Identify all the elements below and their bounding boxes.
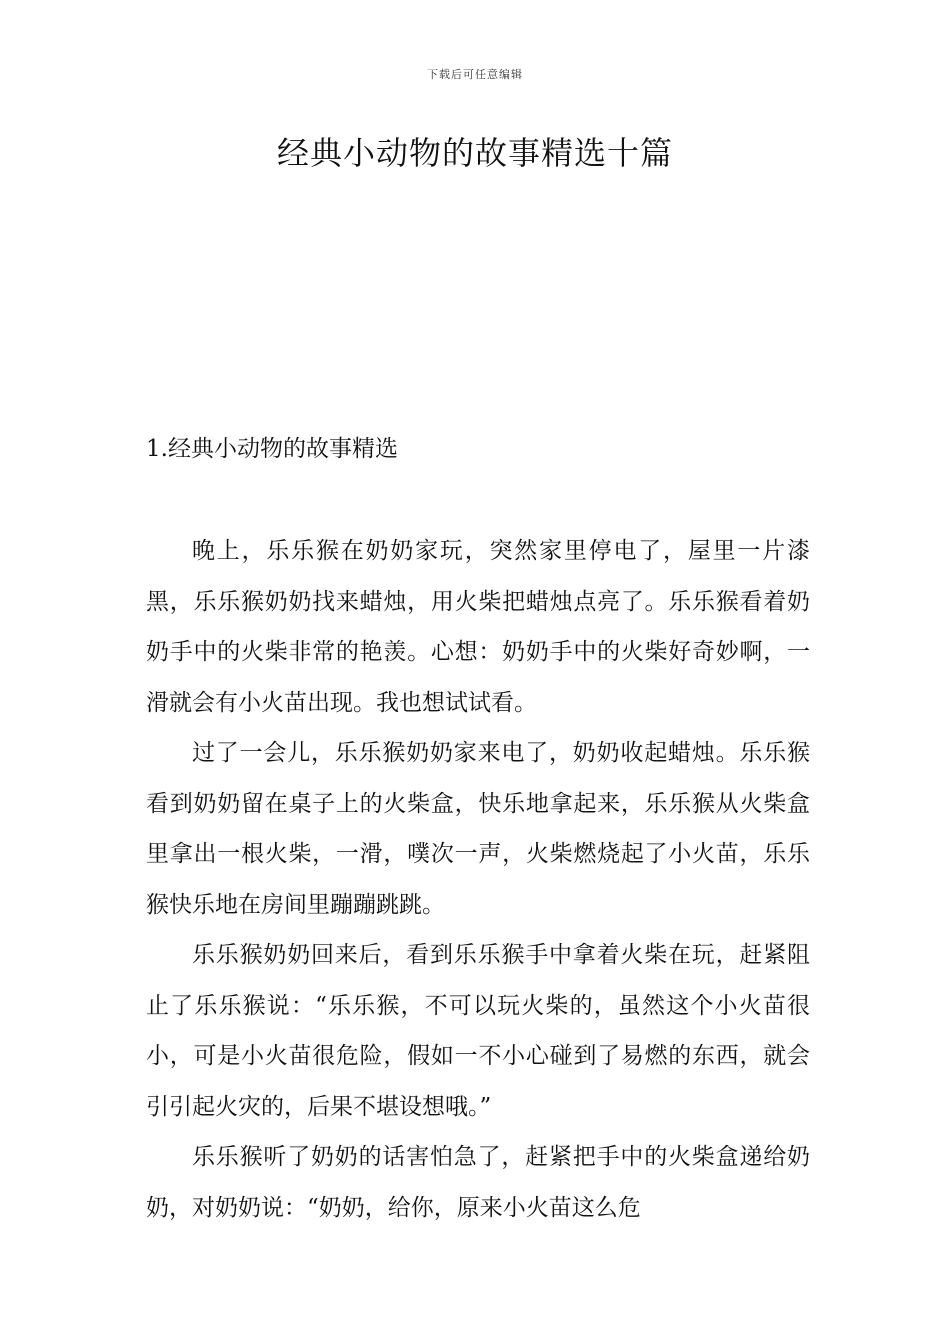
paragraph: 乐乐猴奶奶回来后，看到乐乐猴手中拿着火柴在玩，赶紧阻止了乐乐猴说：“乐乐猴，不可以玩火柴的，虽然这个小火苗很小，可是小火苗很危险，假如一不小心碰到了易燃的东西，就会引引起火灾的，后果不堪设想哦。” [146,942,810,1120]
document-body [146,526,810,1233]
paragraph: 过了一会儿，乐乐猴奶奶家来电了，奶奶收起蜡烛。乐乐猴看到奶奶留在桌子上的火柴盒，快乐地拿起来，乐乐猴从火柴盒里拿出一根火柴，一滑，噗次一声，火柴燃烧起了小火苗，乐乐猴快乐地在房间里蹦蹦跳跳。 [146,740,810,918]
paragraph: 乐乐猴听了奶奶的话害怕急了，赶紧把手中的火柴盒递给奶奶，对奶奶说：“奶奶，给你，原来小火苗这么危 [146,1144,810,1221]
paragraph: 晚上，乐乐猴在奶奶家玩，突然家里停电了，屋里一片漆黑，乐乐猴奶奶找来蜡烛，用火柴把蜡烛点亮了。乐乐猴看着奶奶手中的火柴非常的艳羡。心想：奶奶手中的火柴好奇妙啊，一滑就会有小火苗出现。我也想试试看。 [146,538,810,716]
header-note: 下载后可任意编辑 [427,68,523,81]
section-heading: 1.经典小动物的故事精选 [146,436,398,462]
document-title: 经典小动物的故事精选十篇 [276,134,673,172]
